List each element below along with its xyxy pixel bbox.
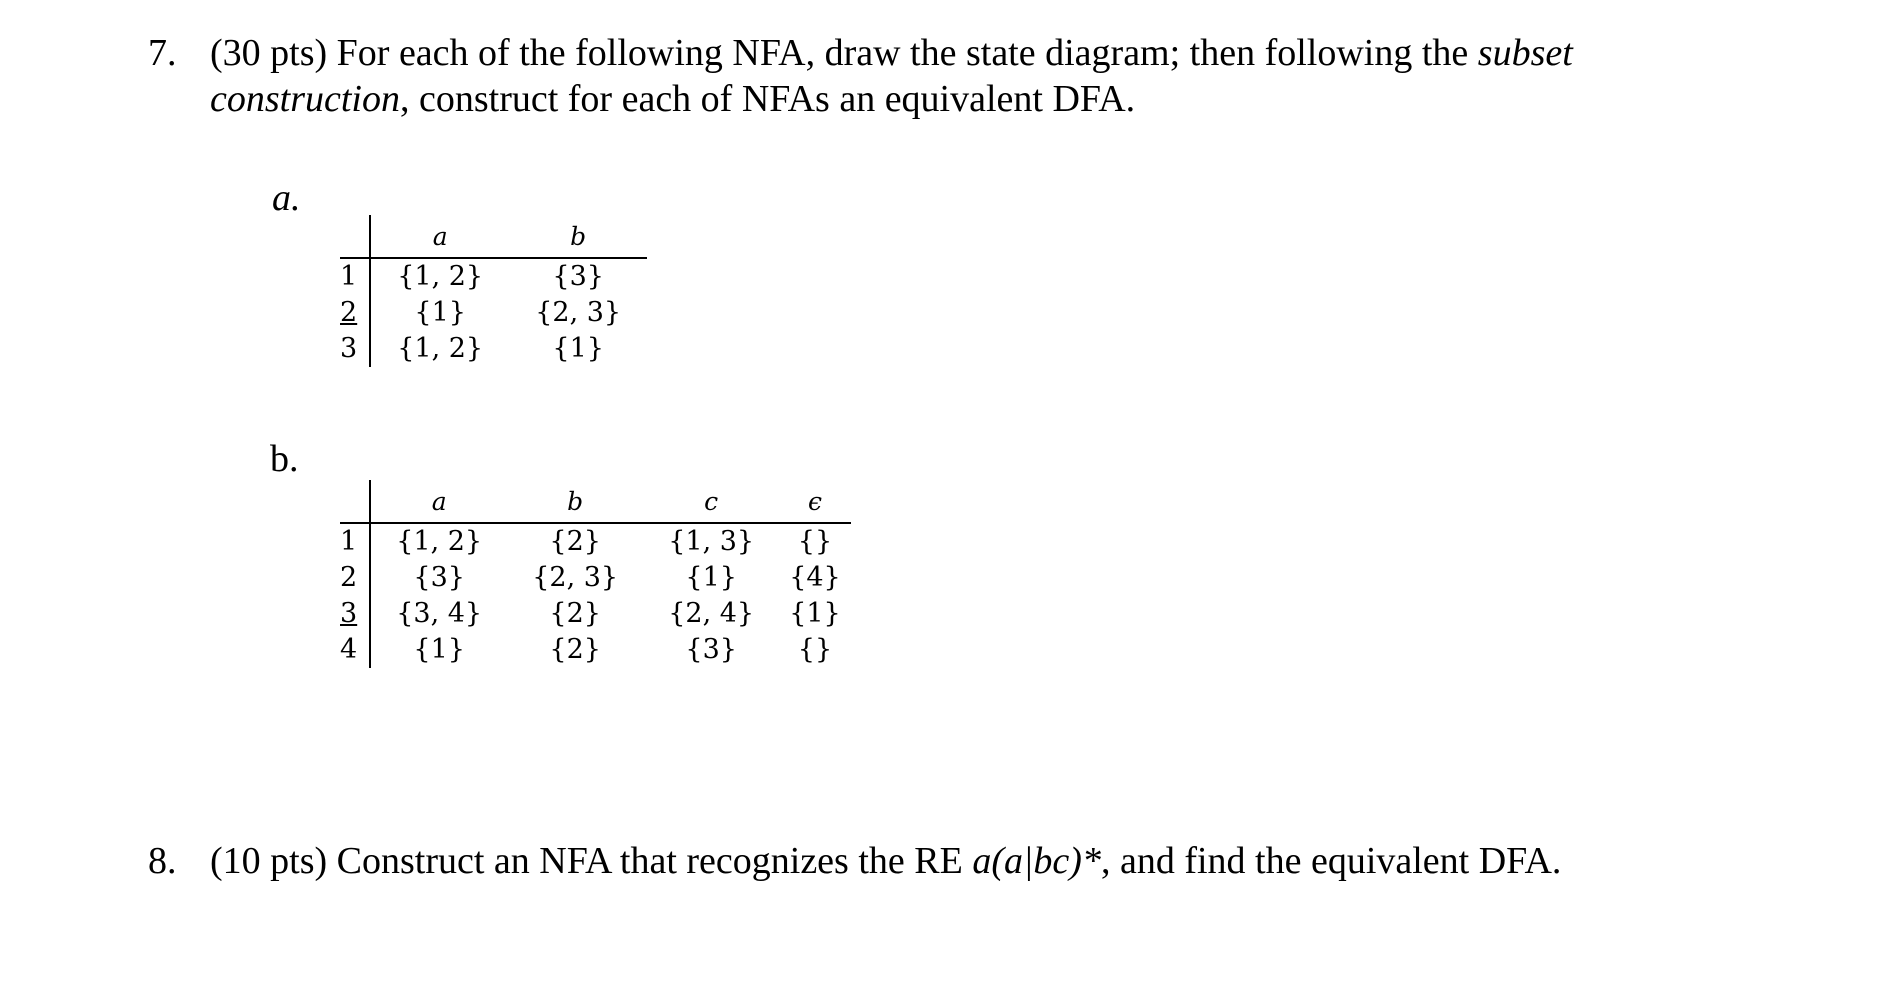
transition-cell: {4} [789, 562, 841, 593]
column-header: b [509, 215, 647, 258]
nfa-b-transition-table [340, 480, 851, 668]
question-8-suffix: , and find the equivalent DFA. [1100, 840, 1562, 882]
transition-cell: {1} [789, 598, 841, 629]
transition-cell: {1} [685, 562, 737, 593]
table-row [340, 523, 851, 560]
table-row [340, 295, 647, 331]
state-label: 3 [340, 596, 370, 632]
question-8-prefix: (10 pts) Construct an NFA that recognizes the RE [210, 840, 973, 882]
transition-cell: {} [797, 634, 833, 665]
transition-cell: {1, 2} [396, 526, 483, 557]
question-7-line1-text: (30 pts) For each of the following NFA, draw the state diagram; then following the [210, 32, 1478, 74]
column-header: c [643, 480, 779, 523]
transition-cell: {3, 4} [396, 598, 483, 629]
question-8-number: 8. [148, 840, 177, 882]
state-label: 2 [340, 560, 370, 596]
question-7-construction-term: construction [210, 78, 400, 120]
state-label: 1 [340, 523, 370, 560]
part-b-label: b. [270, 438, 299, 480]
transition-cell: {2} [549, 526, 601, 557]
transition-cell: {1} [413, 634, 465, 665]
question-7-number: 7. [148, 32, 177, 74]
column-header: a [370, 215, 509, 258]
transition-cell: {1, 3} [668, 526, 755, 557]
transition-cell: {2, 4} [668, 598, 755, 629]
table-row [340, 632, 851, 668]
transition-cell: {2} [549, 634, 601, 665]
column-header: b [507, 480, 643, 523]
state-label: 3 [340, 331, 370, 367]
table-row [340, 258, 647, 295]
question-7-subset-term: subset [1477, 32, 1573, 74]
table-row [340, 560, 851, 596]
transition-cell: {} [797, 526, 833, 557]
transition-cell: {3} [685, 634, 737, 665]
question-7-text-line1 [210, 30, 1573, 76]
transition-cell: {3} [552, 261, 604, 292]
part-a-label: a. [272, 177, 301, 219]
column-header: ϵ [779, 480, 851, 523]
transition-cell: {1} [552, 333, 604, 364]
table-corner [340, 480, 370, 523]
transition-cell: {1, 2} [397, 333, 484, 364]
column-header: a [370, 480, 507, 523]
question-7-line2-text: , construct for each of NFAs an equivalent DFA. [399, 78, 1136, 120]
table-row [340, 596, 851, 632]
state-label: 1 [340, 258, 370, 295]
transition-cell: {2} [549, 598, 601, 629]
transition-cell: {2, 3} [532, 562, 619, 593]
state-label: 2 [340, 295, 370, 331]
question-8-text [210, 838, 1561, 884]
state-label: 4 [340, 632, 370, 668]
transition-cell: {3} [413, 562, 465, 593]
question-7-text-line2 [210, 76, 1135, 122]
question-8-regex: a(a|bc)* [972, 840, 1101, 882]
table-corner [340, 215, 370, 258]
table-row [340, 331, 647, 367]
nfa-a-transition-table [340, 215, 647, 367]
transition-cell: {1, 2} [397, 261, 484, 292]
transition-cell: {1} [414, 297, 466, 328]
transition-cell: {2, 3} [535, 297, 622, 328]
